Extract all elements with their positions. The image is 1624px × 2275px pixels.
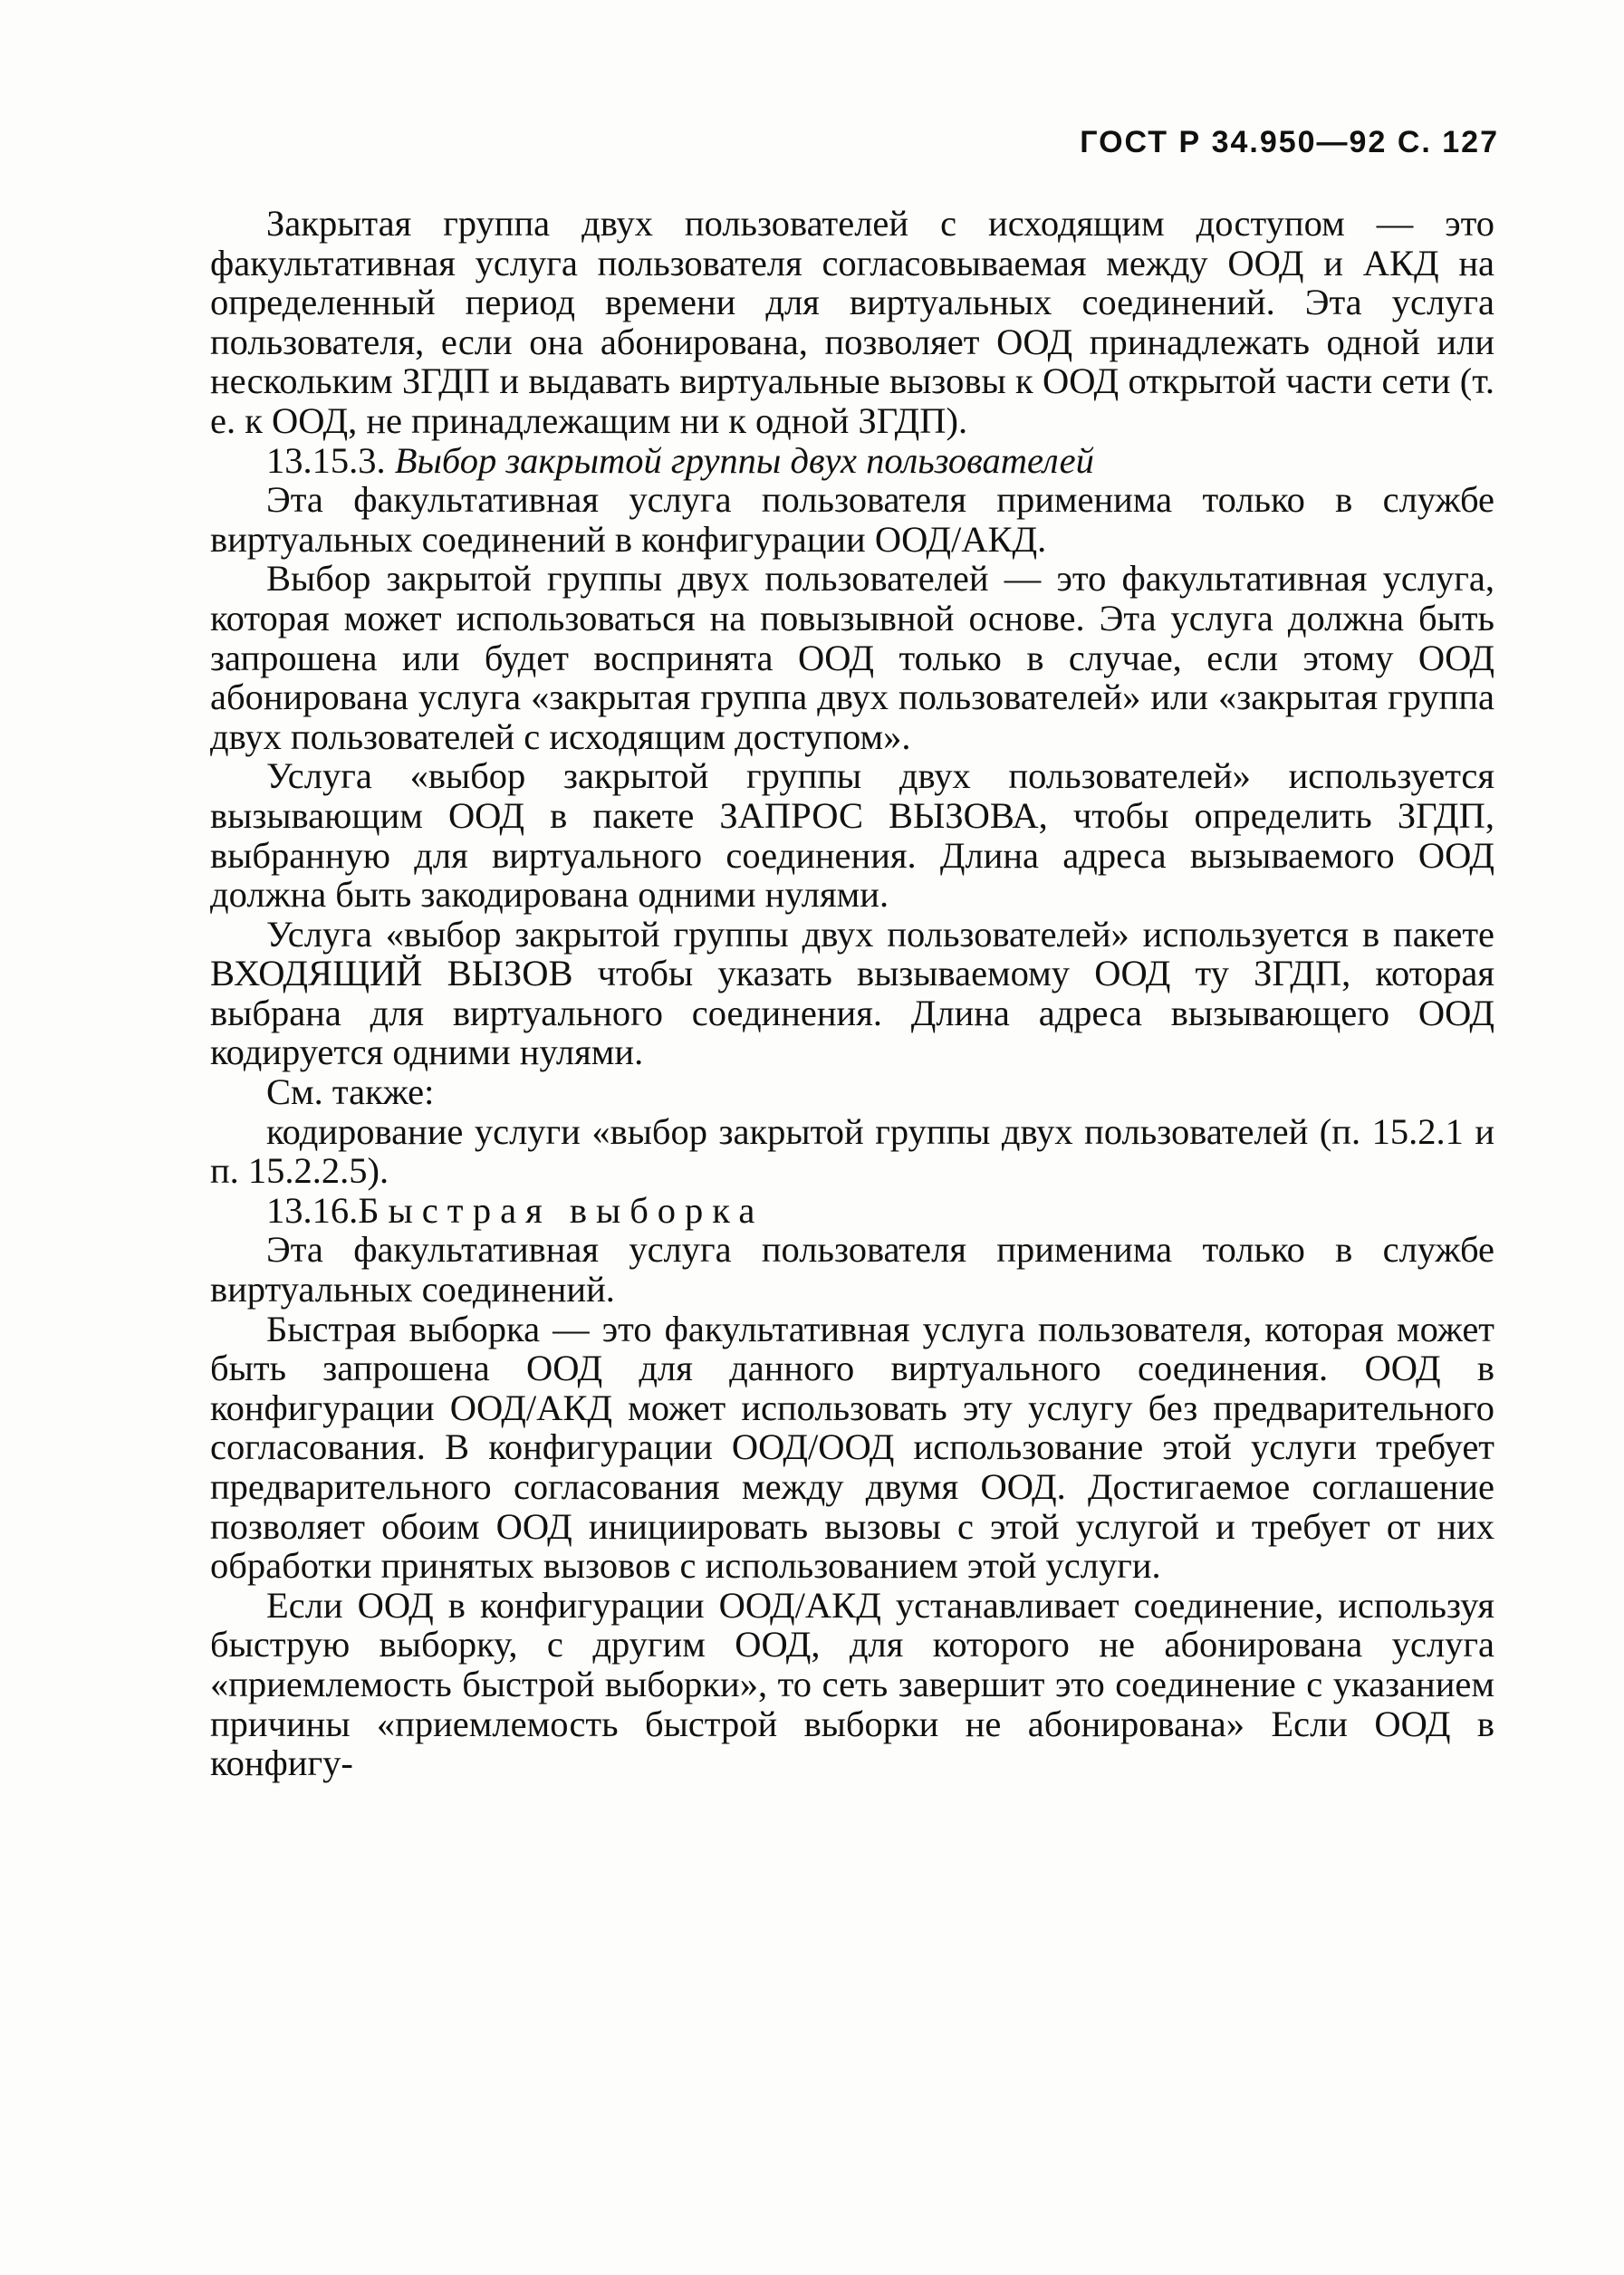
paragraph: Быстрая выборка — это факультативная услуга пользователя, которая может быть запрошена ООД для данного виртуального соединения. ООД в конфигурации ООД/АКД может использовать эту услугу без предварительного согласования. В конфигурации ООД/ООД использование этой услуги требует предварительного согласования между двумя ООД. Достигаемое соглашение позволяет обоим ООД инициировать вызовы с этой услугой и требует от них обработки принятых вызовов с использованием этой услуги.	[210, 1308, 1494, 1587]
see-also-label: См. также:	[266, 1071, 435, 1113]
section-number: 13.16.	[266, 1189, 359, 1231]
paragraph: Выбор закрытой группы двух пользователей — это факультативная услуга, которая может использоваться на повызывной основе. Эта услуга должна быть запрошена или будет воспринята ООД только в случае, если этому ООД абонирована услуга «закрытая группа двух пользователей» или «закрытая группа двух пользователей с исходящим доступом».	[210, 558, 1494, 757]
paragraph: Эта факультативная услуга пользователя применима только в службе виртуальных соединений.	[210, 1229, 1494, 1310]
running-header: ГОСТ Р 34.950—92 С. 127	[1080, 125, 1499, 159]
document-body	[210, 204, 1494, 1783]
section-heading	[210, 1191, 1494, 1231]
paragraph: Услуга «выбор закрытой группы двух пользователей» используется в пакете ВХОДЯЩИЙ ВЫЗОВ чтобы указать вызываемому ООД ту ЗГДП, которая выбрана для виртуального соединения. Длина адреса вызывающего ООД кодируется одними нулями.	[210, 913, 1494, 1073]
section-heading	[210, 441, 1494, 481]
section-title: Быстрая выборка	[358, 1189, 764, 1231]
see-also-item: кодирование услуги «выбор закрытой группы двух пользователей (п. 15.2.1 и п. 15.2.2.5).	[210, 1110, 1494, 1192]
paragraph: Услуга «выбор закрытой группы двух пользователей» используется вызывающим ООД в пакете ЗАПРОС ВЫЗОВА, чтобы определить ЗГДП, выбранную для виртуального соединения. Длина адреса вызываемого ООД должна быть закодирована одними нулями.	[210, 755, 1494, 916]
paragraph: Закрытая группа двух пользователей с исходящим доступом — это факультативная услуга пользователя согласовываемая между ООД и АКД на определенный период времени для виртуальных соединений. Эта услуга пользователя, если она абонирована, позволяет ООД принадлежать одной или нескольким ЗГДП и выдавать виртуальные вызовы к ООД открытой части сети (т. е. к ООД, не принадлежащим ни к одной ЗГДП).	[210, 203, 1494, 441]
paragraph: Эта факультативная услуга пользователя применима только в службе виртуальных соединений в конфигурации ООД/АКД.	[210, 479, 1494, 560]
paragraph: Если ООД в конфигурации ООД/АКД устанавливает соединение, используя быструю выборку, с другим ООД, для которого не абонирована услуга «приемлемость быстрой выборки», то сеть завершит это соединение с указанием причины «приемлемость быстрой выборки не абонирована» Если ООД в конфигу-	[210, 1584, 1494, 1784]
section-number: 13.15.3.	[266, 439, 386, 481]
section-title: Выбор закрытой группы двух пользователей	[394, 439, 1094, 481]
